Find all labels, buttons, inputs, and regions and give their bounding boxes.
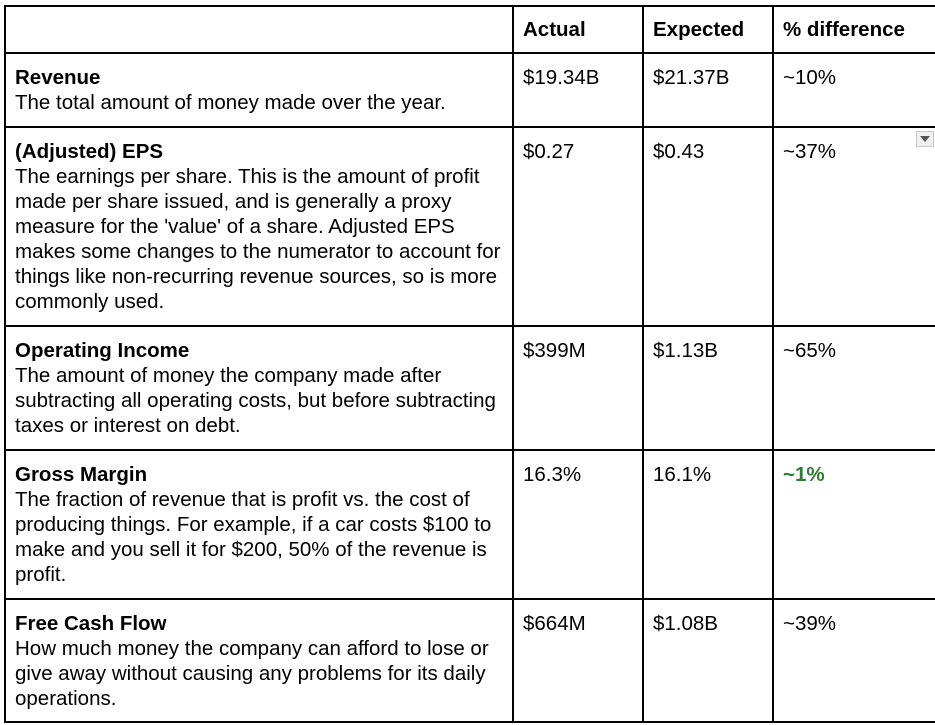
expected-value: $1.13B	[653, 339, 718, 362]
metric-cell	[5, 326, 513, 450]
difference-value: ~37%	[783, 140, 837, 163]
difference-cell	[773, 599, 935, 722]
actual-value: $19.34B	[523, 66, 600, 89]
difference-value: ~10%	[783, 66, 837, 89]
metric-description: The fraction of revenue that is profit vs. the cost of producing things. For example, if a car costs $100 to make and you sell it for $200, 50% of the revenue is profit.	[15, 488, 492, 586]
difference-value-highlighted: ~1%	[783, 463, 825, 486]
expected-cell	[643, 450, 773, 599]
metric-description: The total amount of money made over the year.	[15, 91, 446, 114]
table-header-row	[5, 6, 935, 53]
difference-cell	[773, 53, 935, 127]
actual-value: $0.27	[523, 140, 575, 163]
expected-value: $1.08B	[653, 612, 718, 635]
actual-value: $664M	[523, 612, 586, 635]
metric-name: (Adjusted) EPS	[15, 140, 164, 163]
metric-cell	[5, 53, 513, 127]
difference-cell	[773, 450, 935, 599]
actual-cell	[513, 599, 643, 722]
cell-dropdown-button[interactable]	[916, 131, 934, 147]
metric-cell	[5, 450, 513, 599]
actual-value: 16.3%	[523, 463, 582, 486]
metric-description: The earnings per share. This is the amount of profit made per share issued, and is generally a proxy measure for the 'value' of a share. Adjusted EPS makes some changes to the numerator to account for things like non-recurring revenue sources, so is more commonly used.	[15, 165, 501, 313]
difference-value: ~39%	[783, 612, 837, 635]
expected-value: $0.43	[653, 140, 705, 163]
metric-name: Free Cash Flow	[15, 612, 167, 635]
actual-cell	[513, 450, 643, 599]
metric-name: Revenue	[15, 66, 101, 89]
actual-cell	[513, 326, 643, 450]
expected-value: 16.1%	[653, 463, 712, 486]
table-row	[5, 450, 935, 599]
expected-cell	[643, 326, 773, 450]
difference-cell	[773, 127, 935, 326]
metric-description: The amount of money the company made after subtracting all operating costs, but before subtracting taxes or interest on debt.	[15, 364, 496, 437]
metric-description: How much money the company can afford to lose or give away without causing any problems for its daily operations.	[15, 637, 489, 710]
header-expected: Expected	[643, 6, 773, 53]
expected-value: $21.37B	[653, 66, 730, 89]
expected-cell	[643, 599, 773, 722]
metric-cell	[5, 127, 513, 326]
actual-cell	[513, 53, 643, 127]
actual-cell	[513, 127, 643, 326]
chevron-down-icon	[920, 136, 930, 142]
difference-value: ~65%	[783, 339, 837, 362]
metrics-table	[4, 5, 935, 723]
header-metric	[5, 6, 513, 53]
table-row	[5, 599, 935, 722]
table-row	[5, 53, 935, 127]
table-row	[5, 326, 935, 450]
expected-cell	[643, 127, 773, 326]
header-difference: % difference	[773, 6, 935, 53]
metric-name: Gross Margin	[15, 463, 148, 486]
difference-cell	[773, 326, 935, 450]
metric-name: Operating Income	[15, 339, 190, 362]
expected-cell	[643, 53, 773, 127]
header-actual: Actual	[513, 6, 643, 53]
table-row	[5, 127, 935, 326]
actual-value: $399M	[523, 339, 586, 362]
metric-cell	[5, 599, 513, 722]
